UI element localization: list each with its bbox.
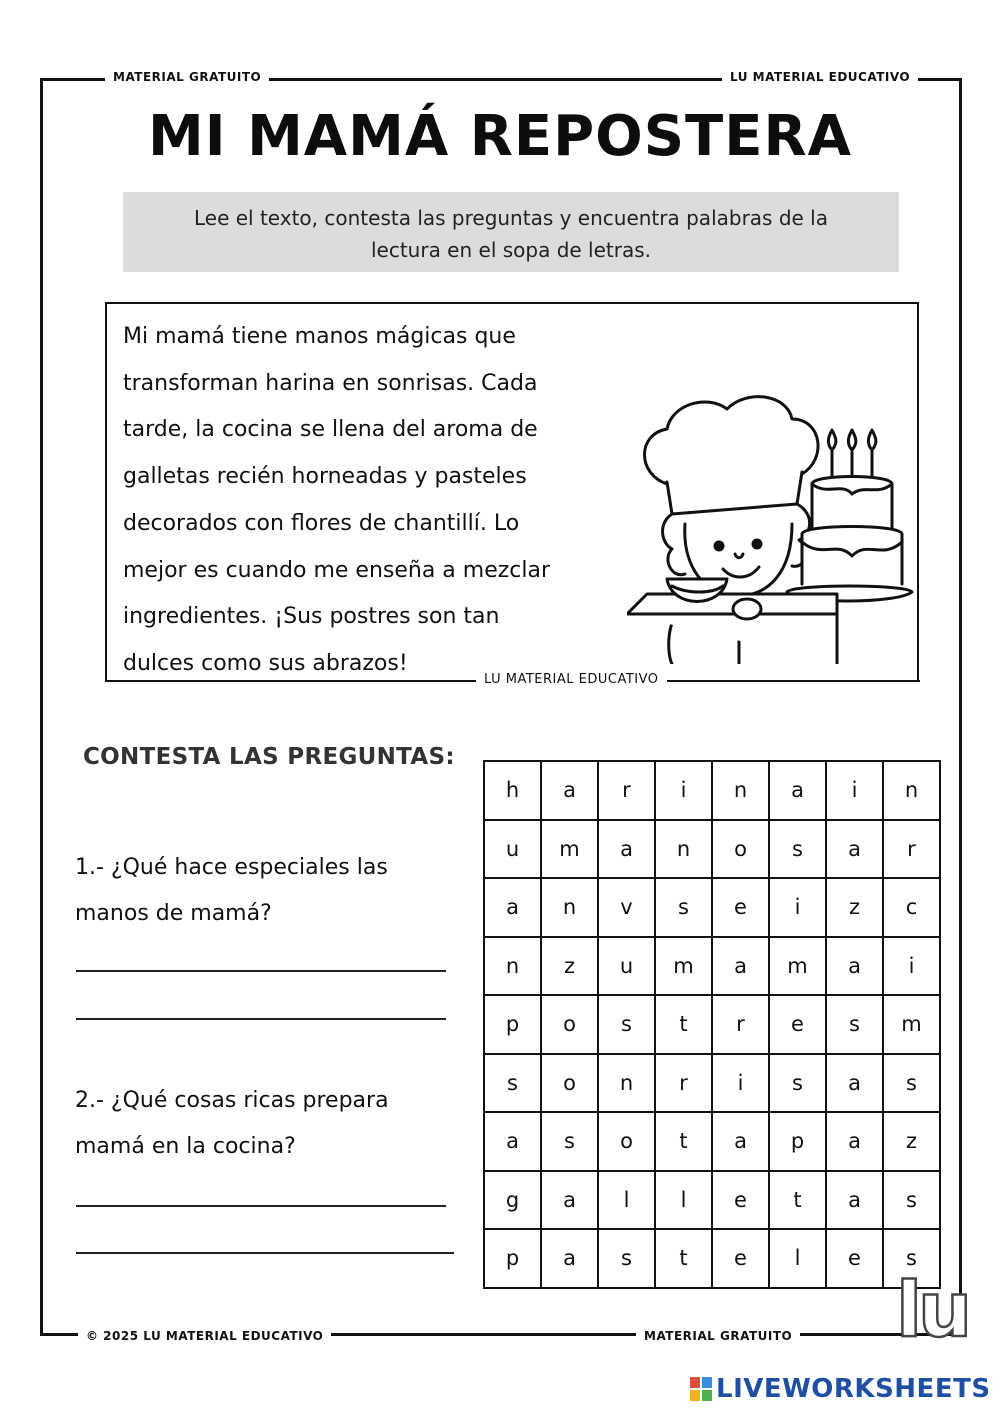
grid-cell[interactable]: t — [655, 1112, 712, 1171]
reading-line: ingredientes. ¡Sus postres son tan — [123, 604, 500, 630]
watermark-rule-left — [420, 680, 472, 682]
grid-cell[interactable]: a — [826, 1112, 883, 1171]
grid-cell[interactable]: o — [541, 1054, 598, 1113]
grid-cell[interactable]: e — [712, 1171, 769, 1230]
reading-text — [123, 314, 623, 688]
instructions-line-1: Lee el texto, contesta las preguntas y encuentra palabras de la — [193, 206, 828, 230]
grid-cell[interactable]: a — [826, 1054, 883, 1113]
page-title: MI MAMÁ REPOSTERA — [148, 104, 852, 169]
grid-cell[interactable]: s — [769, 1054, 826, 1113]
grid-cell[interactable]: n — [484, 937, 541, 996]
grid-row — [484, 995, 940, 1054]
grid-cell[interactable]: a — [484, 878, 541, 937]
reading-line: Mi mamá tiene manos mágicas que — [123, 324, 516, 349]
grid-cell[interactable]: a — [826, 937, 883, 996]
reading-watermark: LU MATERIAL EDUCATIVO — [476, 672, 667, 687]
grid-cell[interactable]: t — [769, 1171, 826, 1230]
answer-line-2a[interactable] — [76, 1205, 446, 1207]
reading-line: galletas recién horneadas y pasteles — [123, 464, 527, 490]
grid-cell[interactable]: a — [598, 820, 655, 879]
reading-line: tarde, la cocina se llena del aroma de — [123, 417, 538, 443]
grid-row — [484, 1171, 940, 1230]
answer-line-1b[interactable] — [76, 1018, 446, 1020]
grid-cell[interactable]: v — [598, 878, 655, 937]
grid-row — [484, 937, 940, 996]
question-2-line-1: 2.- ¿Qué cosas ricas prepara — [75, 1088, 389, 1113]
grid-cell[interactable]: r — [598, 761, 655, 820]
grid-cell[interactable]: a — [712, 1112, 769, 1171]
grid-cell[interactable]: r — [883, 820, 940, 879]
liveworksheets-logo-icon — [690, 1377, 712, 1401]
grid-cell[interactable]: s — [769, 820, 826, 879]
answer-line-2b[interactable] — [76, 1252, 454, 1254]
grid-row — [484, 1229, 940, 1288]
grid-cell[interactable]: s — [883, 1054, 940, 1113]
grid-row — [484, 1112, 940, 1171]
grid-cell[interactable]: z — [883, 1112, 940, 1171]
grid-cell[interactable]: i — [712, 1054, 769, 1113]
instructions-box — [123, 192, 899, 272]
grid-cell[interactable]: a — [484, 1112, 541, 1171]
reading-box — [105, 302, 919, 682]
reading-line: transforman harina en sonrisas. Cada — [123, 370, 538, 396]
grid-cell[interactable]: l — [598, 1171, 655, 1230]
grid-cell[interactable]: s — [541, 1112, 598, 1171]
grid-cell[interactable]: s — [598, 995, 655, 1054]
question-1-line-1: 1.- ¿Qué hace especiales las — [75, 855, 388, 880]
grid-cell[interactable]: n — [883, 761, 940, 820]
grid-row — [484, 761, 940, 820]
footer-right-label: MATERIAL GRATUITO — [636, 1329, 800, 1343]
grid-row — [484, 1054, 940, 1113]
question-1 — [75, 845, 445, 937]
grid-cell[interactable]: a — [826, 820, 883, 879]
grid-cell[interactable]: e — [712, 878, 769, 937]
grid-cell[interactable]: m — [769, 937, 826, 996]
grid-cell[interactable]: o — [598, 1112, 655, 1171]
grid-row — [484, 820, 940, 879]
grid-cell[interactable]: n — [712, 761, 769, 820]
grid-cell[interactable]: n — [541, 878, 598, 937]
answer-line-1a[interactable] — [76, 970, 446, 972]
grid-cell[interactable]: a — [826, 1171, 883, 1230]
grid-row — [484, 878, 940, 937]
grid-cell[interactable]: m — [655, 937, 712, 996]
grid-cell[interactable]: a — [541, 761, 598, 820]
grid-cell[interactable]: t — [655, 1229, 712, 1288]
grid-cell[interactable]: s — [883, 1229, 940, 1288]
reading-line: decorados con flores de chantillí. Lo — [123, 510, 520, 536]
grid-cell[interactable]: i — [826, 761, 883, 820]
grid-cell[interactable]: c — [883, 878, 940, 937]
grid-cell[interactable]: s — [883, 1171, 940, 1230]
grid-cell[interactable]: n — [655, 820, 712, 879]
liveworksheets-wordmark: LIVEWORKSHEETS — [716, 1374, 991, 1404]
footer-left-label: © 2025 LU MATERIAL EDUCATIVO — [78, 1329, 331, 1343]
grid-cell[interactable]: s — [598, 1229, 655, 1288]
grid-cell[interactable]: e — [769, 995, 826, 1054]
grid-cell[interactable]: m — [883, 995, 940, 1054]
grid-cell[interactable]: g — [484, 1171, 541, 1230]
grid-cell[interactable]: i — [883, 937, 940, 996]
grid-cell[interactable]: r — [655, 1054, 712, 1113]
header-right-label: LU MATERIAL EDUCATIVO — [722, 70, 918, 84]
grid-cell[interactable]: e — [826, 1229, 883, 1288]
grid-cell[interactable]: s — [484, 1054, 541, 1113]
instructions-line-2: lectura en el sopa de letras. — [370, 238, 652, 262]
grid-cell[interactable]: u — [598, 937, 655, 996]
liveworksheets-brand[interactable] — [690, 1374, 991, 1404]
grid-cell[interactable]: u — [484, 820, 541, 879]
grid-cell[interactable]: a — [712, 937, 769, 996]
grid-cell[interactable]: i — [769, 878, 826, 937]
grid-cell[interactable]: e — [712, 1229, 769, 1288]
grid-cell[interactable]: a — [541, 1171, 598, 1230]
grid-cell[interactable]: h — [484, 761, 541, 820]
grid-cell[interactable]: l — [655, 1171, 712, 1230]
questions-heading: CONTESTA LAS PREGUNTAS: — [83, 744, 455, 770]
grid-cell[interactable]: p — [769, 1112, 826, 1171]
question-2-line-2: mamá en la cocina? — [75, 1134, 296, 1159]
grid-cell[interactable]: p — [484, 1229, 541, 1288]
grid-cell[interactable]: p — [484, 995, 541, 1054]
question-1-line-2: manos de mamá? — [75, 901, 272, 926]
word-search-grid — [483, 760, 941, 1289]
chef-child-cake-illustration — [627, 364, 917, 664]
question-2 — [75, 1078, 445, 1170]
grid-cell[interactable]: a — [769, 761, 826, 820]
grid-cell[interactable]: l — [769, 1229, 826, 1288]
grid-cell[interactable]: i — [655, 761, 712, 820]
lu-logo: lu — [896, 1265, 969, 1354]
reading-line: dulces como sus abrazos! — [123, 650, 408, 676]
grid-cell[interactable]: o — [712, 820, 769, 879]
grid-cell[interactable]: r — [712, 995, 769, 1054]
grid-cell[interactable]: s — [826, 995, 883, 1054]
watermark-rule-right — [704, 680, 920, 682]
grid-cell[interactable]: z — [826, 878, 883, 937]
grid-cell[interactable]: o — [541, 995, 598, 1054]
grid-cell[interactable]: s — [655, 878, 712, 937]
grid-cell[interactable]: a — [541, 1229, 598, 1288]
reading-line: mejor es cuando me enseña a mezclar — [123, 557, 551, 583]
grid-cell[interactable]: t — [655, 995, 712, 1054]
grid-cell[interactable]: n — [598, 1054, 655, 1113]
header-left-label: MATERIAL GRATUITO — [105, 70, 269, 84]
grid-cell[interactable]: z — [541, 937, 598, 996]
grid-cell[interactable]: m — [541, 820, 598, 879]
